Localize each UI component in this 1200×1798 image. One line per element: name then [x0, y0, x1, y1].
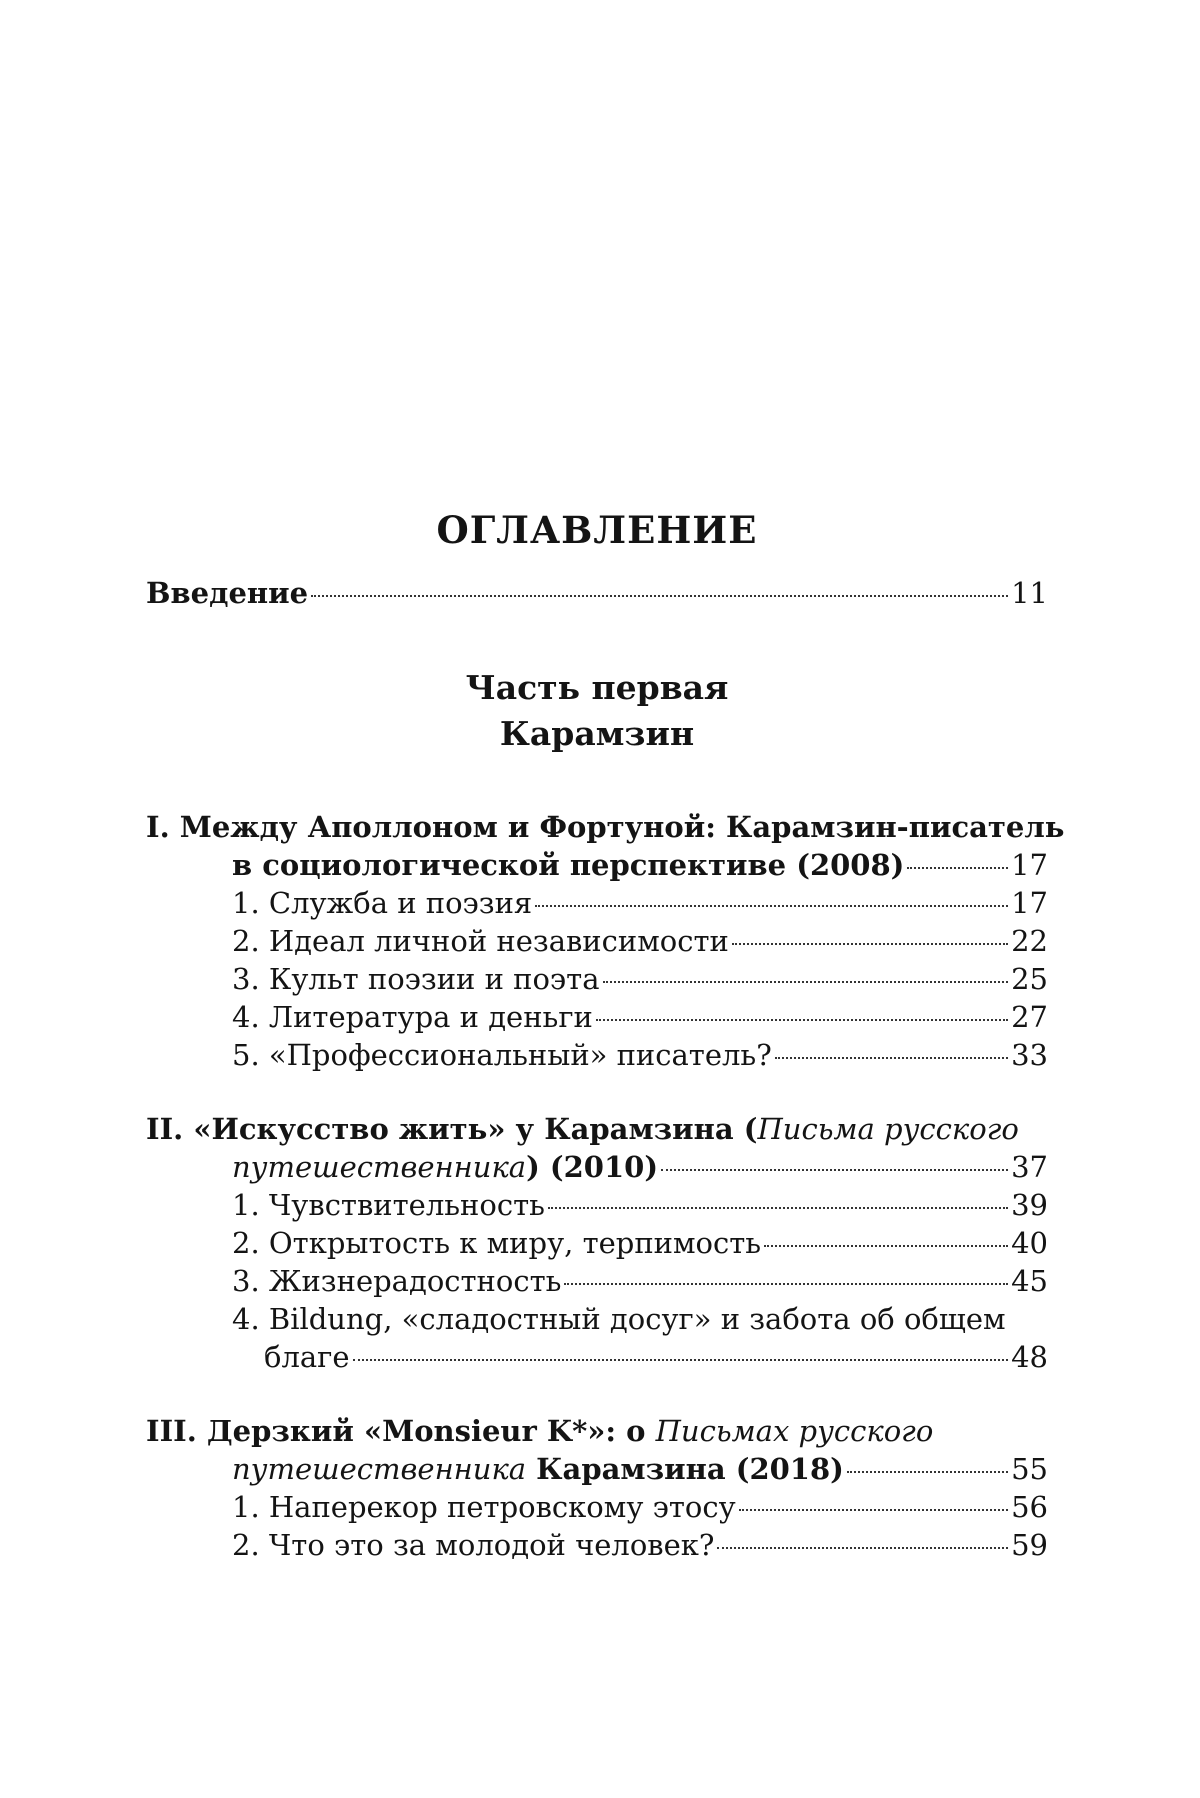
- toc-page-number: 45: [1011, 1264, 1048, 1298]
- section-label: 4. Литература и деньги: [232, 1000, 593, 1034]
- part-heading-1: Часть первая: [465, 668, 729, 707]
- section-label: 2. Открытость к миру, терпимость: [232, 1226, 762, 1260]
- dot-leader: [775, 1057, 1008, 1059]
- toc-entry-section-continued: [264, 1340, 1048, 1380]
- toc-page-number: 37: [1011, 1150, 1048, 1184]
- section-label: 3. Жизнерадостность: [232, 1264, 562, 1298]
- dot-leader: [596, 1019, 1008, 1021]
- toc-page-number: 40: [1011, 1226, 1048, 1260]
- dot-leader: [732, 943, 1008, 945]
- toc-entry-section: [232, 1528, 1048, 1568]
- chapter-3-title-italic: путешественника: [232, 1452, 527, 1486]
- toc-page-number: 22: [1011, 924, 1048, 958]
- toc-entry-section: [232, 1000, 1048, 1040]
- section-label: 5. «Профессиональный» писатель?: [232, 1038, 772, 1072]
- toc-entry-section: [232, 962, 1048, 1002]
- dot-leader: [661, 1169, 1008, 1171]
- toc-page-number: 27: [1011, 1000, 1048, 1034]
- chapter-2-title-part: II. «Искусство жить» у Карамзина (: [146, 1112, 758, 1146]
- toc-page-number: 11: [1011, 576, 1048, 610]
- toc-page-number: 59: [1011, 1528, 1048, 1562]
- chapter-2-title-italic: Письма русского: [757, 1112, 1019, 1146]
- chapter-3-title-part: III. Дерзкий «Monsieur K*»: о: [146, 1414, 656, 1448]
- section-label: 1. Наперекор петровскому этосу: [232, 1490, 736, 1524]
- dot-leader: [717, 1547, 1008, 1549]
- toc-entry-chapter-2: [232, 1150, 1048, 1190]
- chapter-2-title-italic: путешественника: [232, 1150, 527, 1184]
- toc-page-number: 56: [1011, 1490, 1048, 1524]
- section-label: 1. Служба и поэзия: [232, 886, 533, 920]
- toc-page-number: 17: [1011, 886, 1048, 920]
- chapter-3-title-italic: Письмах русского: [655, 1414, 934, 1448]
- dot-leader: [739, 1509, 1008, 1511]
- toc-page: [146, 0, 1065, 1798]
- dot-leader: [764, 1245, 1008, 1247]
- toc-page-number: 55: [1011, 1452, 1048, 1486]
- section-label: 2. Что это за молодой человек?: [232, 1528, 715, 1562]
- dot-leader: [907, 867, 1008, 869]
- section-label: благе: [264, 1340, 350, 1374]
- chapter-1-title-line2: в социологической перспективе (2008): [232, 848, 905, 882]
- toc-entry-intro: [146, 576, 1048, 616]
- toc-entry-chapter-3: [232, 1452, 1048, 1492]
- dot-leader: [847, 1471, 1008, 1473]
- toc-entry-section: [232, 1226, 1048, 1266]
- toc-entry-section: [232, 886, 1048, 926]
- page-title: ОГЛАВЛЕНИЕ: [436, 508, 758, 552]
- dot-leader: [535, 905, 1008, 907]
- dot-leader: [311, 595, 1008, 597]
- toc-page-number: 39: [1011, 1188, 1048, 1222]
- toc-entry-section: [232, 1490, 1048, 1530]
- dot-leader: [353, 1359, 1009, 1361]
- toc-entry-section: [232, 1038, 1048, 1078]
- toc-entry-label: Введение: [146, 576, 309, 610]
- part-heading-2: Карамзин: [499, 714, 695, 753]
- section-label: 1. Чувствительность: [232, 1188, 545, 1222]
- chapter-1-title-line1: I. Между Аполлоном и Фортуной: Карамзин-писатель: [146, 810, 1065, 844]
- chapter-2-title-part: ) (2010): [526, 1150, 659, 1184]
- toc-entry-section: [232, 1188, 1048, 1228]
- toc-entry-section: [232, 924, 1048, 964]
- section-label: 3. Культ поэзии и поэта: [232, 962, 600, 996]
- chapter-3-title-line2: [232, 1452, 844, 1486]
- section-label: 2. Идеал личной независимости: [232, 924, 729, 958]
- chapter-3-title-part: Карамзина (2018): [526, 1452, 844, 1486]
- dot-leader: [603, 981, 1009, 983]
- chapter-2-title-line1: [146, 1112, 1048, 1146]
- chapter-3-title-line1: [146, 1414, 1048, 1448]
- toc-entry-section: [232, 1302, 1048, 1342]
- toc-page-number: 17: [1011, 848, 1048, 882]
- section-label: 4. Bildung, «сладостный досуг» и забота об общем: [232, 1302, 1006, 1336]
- toc-entry-chapter-1: [232, 848, 1048, 888]
- toc-page-number: 25: [1011, 962, 1048, 996]
- dot-leader: [548, 1207, 1008, 1209]
- toc-page-number: 48: [1011, 1340, 1048, 1374]
- toc-page-number: 33: [1011, 1038, 1048, 1072]
- dot-leader: [564, 1283, 1008, 1285]
- chapter-2-title-line2: [232, 1150, 658, 1184]
- toc-entry-section: [232, 1264, 1048, 1304]
